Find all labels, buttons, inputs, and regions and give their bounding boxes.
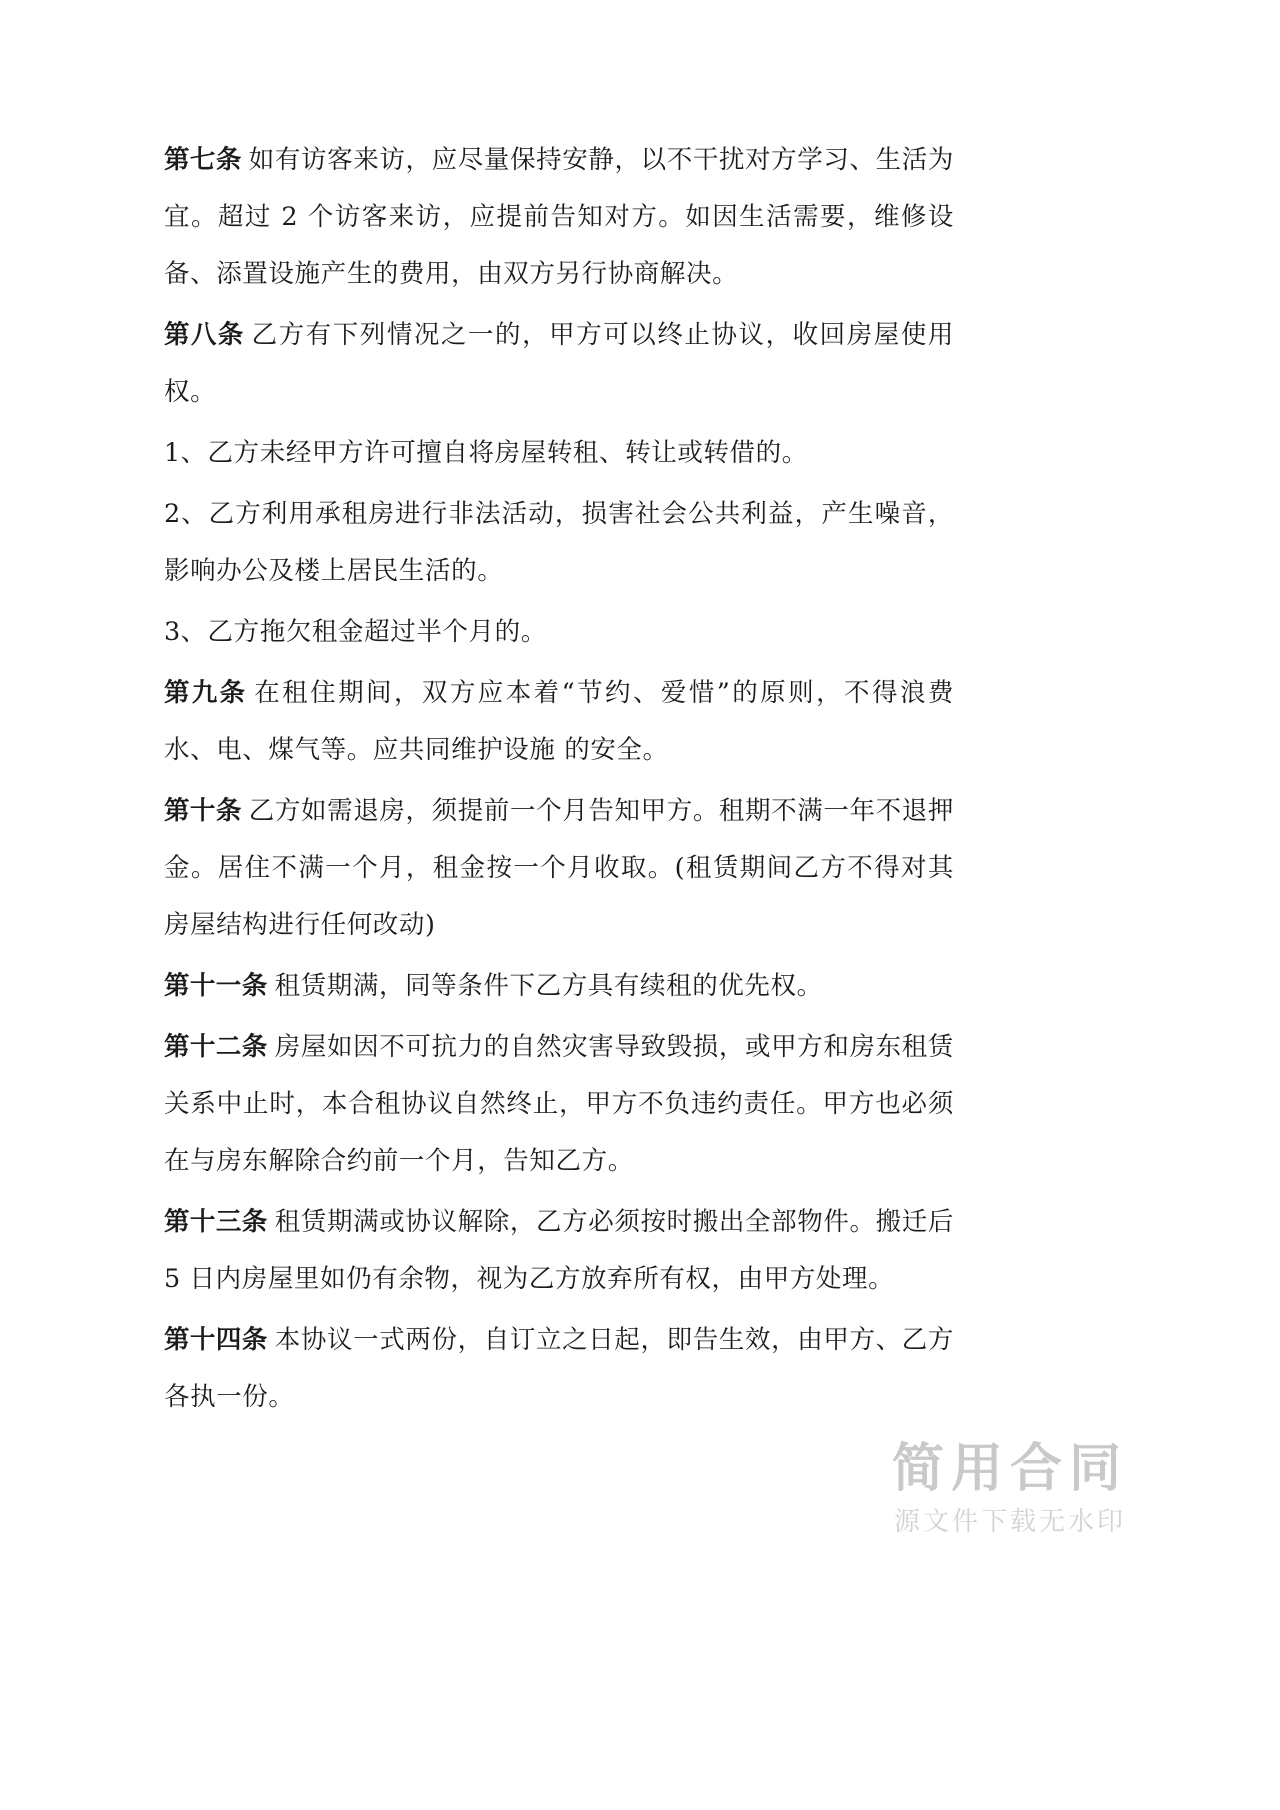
clause-paragraph	[164, 307, 954, 421]
clause-text: 乙方如需退房，须提前一个月告知甲方。租期不满一年不退押金。居住不满一个月，租金按一个月收取。(租赁期间乙方不得对其房屋结构进行任何改动)	[164, 796, 954, 940]
list-item-text: 乙方拖欠租金超过半个月的。	[207, 617, 547, 647]
list-item	[164, 486, 954, 600]
clause-text: 乙方有下列情况之一的，甲方可以终止协议，收回房屋使用权。	[164, 320, 954, 407]
clause-paragraph	[164, 783, 954, 954]
list-item-number: 2、	[164, 499, 208, 529]
clause-paragraph	[164, 1019, 954, 1190]
list-item-text: 乙方利用承租房进行非法活动，损害社会公共利益，产生噪音，影响办公及楼上居民生活的。	[164, 499, 954, 586]
list-item-text: 乙方未经甲方许可擅自将房屋转租、转让或转借的。	[207, 438, 808, 468]
list-item	[164, 604, 954, 661]
clause-label: 第十四条	[164, 1325, 268, 1355]
watermark-subtitle-text: 源文件下载无水印	[893, 1506, 1126, 1537]
clause-label: 第十一条	[164, 971, 268, 1001]
document-body	[164, 132, 954, 1430]
clause-label: 第十三条	[164, 1207, 268, 1237]
clause-label: 第十条	[164, 796, 242, 826]
clause-text: 在租住期间，双方应本着“节约、爱惜”的原则，不得浪费水、电、煤气等。应共同维护设施 的安全。	[164, 678, 954, 765]
list-item-number: 3、	[164, 617, 207, 647]
clause-label: 第十二条	[164, 1032, 268, 1062]
list-item	[164, 425, 954, 482]
clause-paragraph	[164, 665, 954, 779]
clause-paragraph	[164, 1194, 954, 1308]
clause-text: 房屋如因不可抗力的自然灾害导致毁损，或甲方和房东租赁关系中止时，本合租协议自然终止，甲方不负违约责任。甲方也必须在与房东解除合约前一个月，告知乙方。	[164, 1032, 954, 1176]
list-item-number: 1、	[164, 438, 207, 468]
clause-text: 如有访客来访，应尽量保持安静，以不干扰对方学习、生活为宜。超过 2 个访客来访，应提前告知对方。如因生活需要，维修设备、添置设施产生的费用，由双方另行协商解决。	[164, 145, 954, 289]
watermark-brand-text: 简用合同	[891, 1438, 1128, 1499]
clause-paragraph	[164, 132, 954, 303]
clause-label: 第八条	[164, 320, 245, 350]
clause-label: 第七条	[164, 145, 242, 175]
clause-paragraph	[164, 1312, 954, 1426]
clause-text: 租赁期满，同等条件下乙方具有续租的优先权。	[274, 971, 823, 1001]
clause-text: 租赁期满或协议解除，乙方必须按时搬出全部物件。搬迁后 5 日内房屋里如仍有余物，视为乙方放弃所有权，由甲方处理。	[164, 1207, 954, 1294]
clause-text: 本协议一式两份，自订立之日起，即告生效，由甲方、乙方各执一份。	[164, 1325, 954, 1412]
watermark	[800, 1438, 1220, 1538]
clause-label: 第九条	[164, 678, 248, 708]
clause-paragraph	[164, 958, 954, 1015]
